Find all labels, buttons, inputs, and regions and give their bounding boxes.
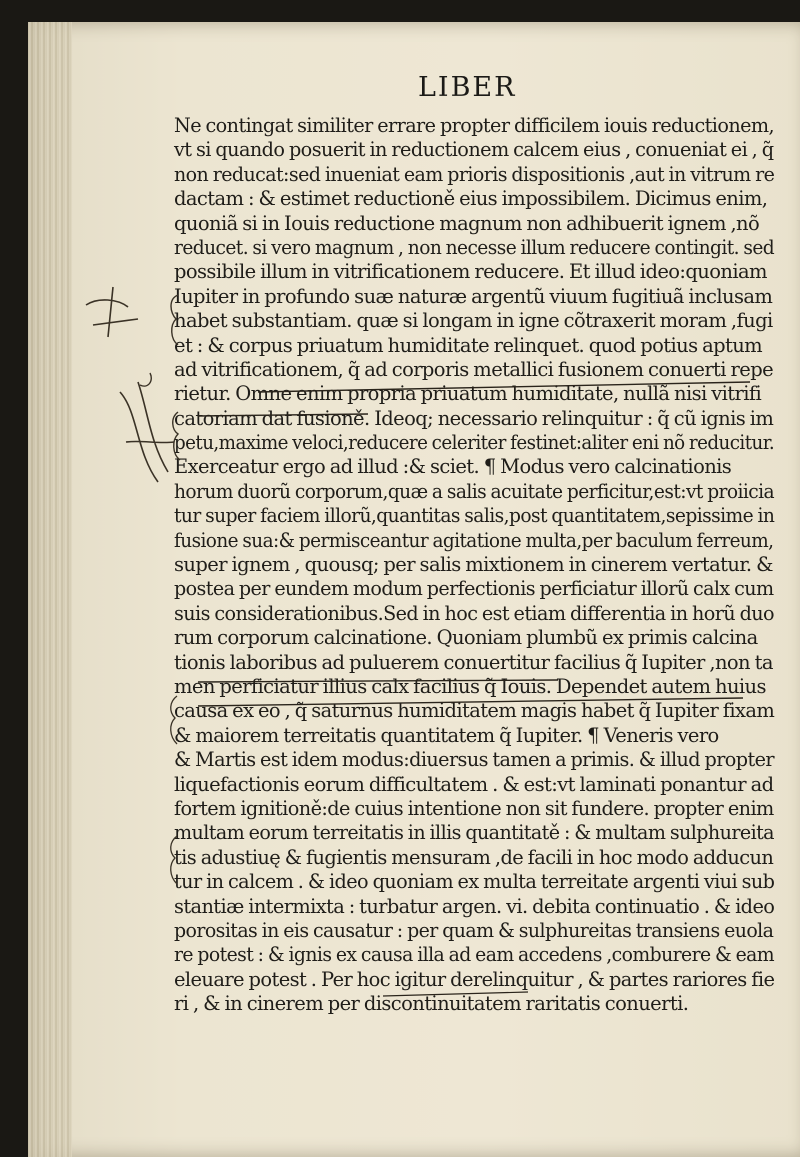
text-line: & maiorem terreitatis quantitatem q̃ Iupiter. ¶ Veneris vero (174, 723, 719, 747)
running-header: LIBER (418, 72, 517, 103)
text-line: stantiæ intermixta : turbatur argen. vi. debita continuatio . & ideo (174, 894, 775, 918)
text-line: tur super faciem illorũ,quantitas salis,post quantitatem,sepissime in (174, 504, 775, 528)
margin-bracket-icon (163, 692, 183, 752)
text-line: rum corporum calcinatione. Quoniam plumbũ ex primis calcina (174, 626, 758, 650)
text-line: Exerceatur ergo ad illud :& sciet. ¶ Modus vero calcinationis (174, 455, 732, 479)
text-line: eleuare potest . Per hoc igitur derelinquitur , & partes rariores fie (174, 967, 775, 991)
text-line: postea per eundem modum perfectionis perficiatur illorũ calx cum (174, 577, 774, 601)
text-line: & Martis est idem modus:diuersus tamen a primis. & illud propter (174, 748, 774, 772)
text-line: possibile illum in vitrificationem reducere. Et illud ideo:quoniam (174, 260, 767, 284)
text-line: vt si quando posuerit in reductionem calcem eius , conueniat ei , q̃ (174, 138, 774, 162)
text-line: ad vitrificationem, q̃ ad corporis metallici fusionem conuerti repe (174, 357, 774, 381)
text-line: et : & corpus priuatum humiditate relinquet. quod potius aptum (174, 333, 763, 357)
text-line: Ne contingat similiter errare propter difficilem iouis reductionem, (174, 114, 775, 137)
text-line: tis adustiuę & fugientis mensuram ,de facili in hoc modo adducun (174, 845, 774, 869)
text-line: tur in calcem . & ideo quoniam ex multa terreitate argenti viui sub (174, 870, 775, 894)
text-line: men perficiatur illius calx facilius q̃ Iouis. Dependet autem huius (174, 674, 766, 698)
text-line: fortem ignitioně:de cuius intentione non sit fundere. propter enim (174, 796, 774, 820)
text-line: quoniã si in Iouis reductione magnum non adhibuerit ignem ,nõ (174, 211, 760, 235)
text-line: rietur. Omne enim propria priuatum humiditate, nullã nisi vitrifi (174, 382, 762, 406)
mars-symbol-icon (108, 372, 188, 502)
text-line: liquefactionis eorum difficultatem . & est:vt laminati ponantur ad (174, 772, 774, 796)
text-line: fusione sua:& permisceantur agitatione multa,per baculum ferreum, (174, 528, 774, 552)
text-line: non reducat:sed inueniat eam prioris dispositionis ,aut in vitrum re (174, 162, 775, 186)
text-line: dactam : & estimet reductioně eius impossibilem. Dicimus enim, (174, 187, 768, 211)
margin-bracket-icon (163, 832, 183, 892)
text-line: re potest : & ignis ex causa illa ad eam accedens ,comburere & eam (174, 943, 775, 967)
text-line: habet substantiam. quæ si longam in igne cõtraxerit moram ,fugi (174, 309, 773, 333)
text-line: catoriam dat fusioně. Ideoq; necessario relinquitur : q̃ cũ ignis im (174, 406, 774, 430)
text-line: Iupiter in profundo suæ naturæ argentũ viuum fugitiuã inclusam (174, 284, 773, 308)
book-page (28, 22, 800, 1157)
text-line: suis considerationibus.Sed in hoc est etiam differentia in horũ duo (174, 601, 775, 625)
text-line: tionis laboribus ad puluerem conuertitur facilius q̃ Iupiter ,non ta (174, 650, 773, 674)
text-line: petu,maxime veloci,reducere celeriter festinet:aliter eni nõ reducitur. (174, 431, 775, 455)
text-line: reducet. si vero magnum , non necesse illum reducere contingit. sed (174, 235, 775, 259)
text-line: porositas in eis causatur : per quam & sulphureitas transiens euola (174, 918, 774, 942)
handwritten-underlines (28, 22, 800, 1157)
text-line: super ignem , quousq; per salis mixtionem in cinerem vertatur. & (174, 553, 773, 577)
text-line: horum duorũ corporum,quæ a salis acuitate perficitur,est:vt proiicia (174, 479, 775, 503)
text-line: causa ex eo , q̃ saturnus humiditatem magis habet q̃ Iupiter fixam (174, 699, 775, 723)
text-line: multam eorum terreitatis in illis quantitatě : & multam sulphureita (174, 821, 774, 845)
text-line: ri , & in cinerem per discontinuitatem raritatis conuerti. (174, 992, 689, 1016)
